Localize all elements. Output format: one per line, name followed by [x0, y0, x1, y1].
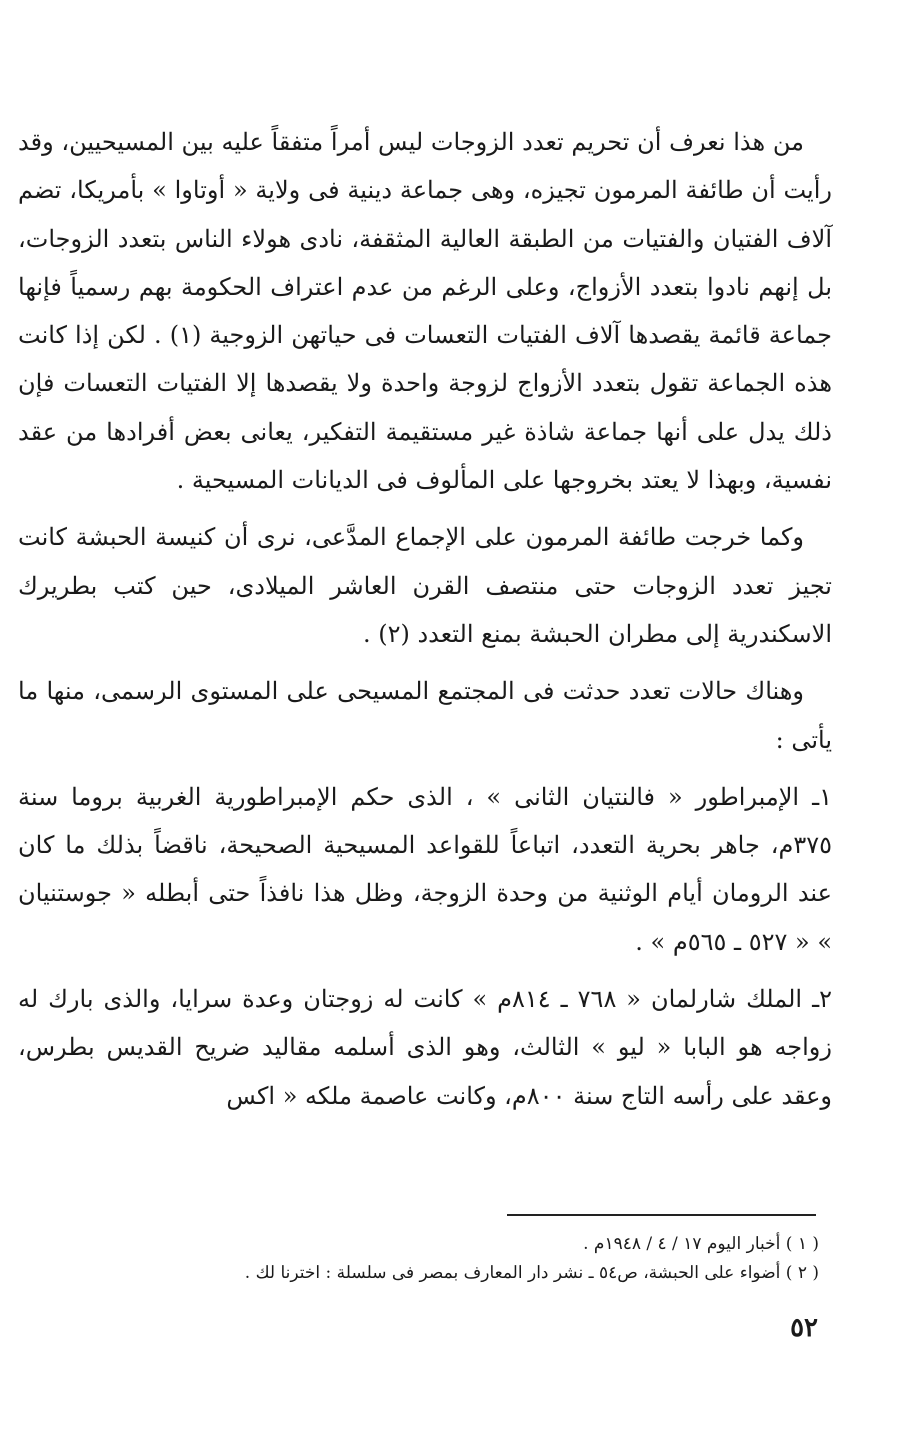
footnote-divider [507, 1214, 816, 1216]
list-item-1: ١ـ الإمبراطور « فالنتيان الثانى » ، الذى حكم الإمبراطورية الغربية بروما سنة ٣٧٥م، جاهر بحرية التعدد، اتباعاً للقواعد المسيحية الصحيحة، ناقضاً بذلك ما كان عند الرومان أيام الوثنية من وحدة الزوجة، وظل هذا نافذاً حتى أبطله « جوستنيان » « ٥٢٧ ـ ٥٦٥م » . [18, 782, 832, 956]
paragraph-3: وهناك حالات تعدد حدثت فى المجتمع المسيحى على المستوى الرسمى، منها ما يأتى : [18, 677, 832, 754]
footnotes [60, 1230, 819, 1288]
page-number: ٥٢ [790, 1313, 818, 1343]
body-text [18, 118, 832, 1120]
footnote-2: ( ٢ ) أضواء على الحبشة، ص٥٤ ـ نشر دار المعارف بمصر فى سلسلة : اخترنا لك . [244, 1263, 819, 1283]
paragraph-1: من هذا نعرف أن تحريم تعدد الزوجات ليس أمراً متفقاً عليه بين المسيحيين، وقد رأيت أن طائفة المرمون تجيزه، وهى جماعة دينية فى ولاية « أوتاوا » بأمريكا، تضم آلاف الفتيان والفتيات من الطبقة العالية المثقفة، نادى هولاء الناس بتعدد الزوجات، بل إنهم نادوا بتعدد الأزواج، وعلى الرغم من عدم اعتراف الحكومة بهم رسمياً فإنها جماعة قائمة يقصدها آلاف الفتيات التعسات فى حياتهن الزوجية (١) . لكن إذا كانت هذه الجماعة تقول بتعدد الأزواج لزوجة واحدة ولا يقصدها إلا الفتيات التعسات فإن ذلك يدل على أنها جماعة شاذة غير مستقيمة التفكير، يعانى بعض أفرادها من عقد نفسية، وبهذا لا يعتد بخروجها على المألوف فى الديانات المسيحية . [18, 128, 832, 495]
footnote-1: ( ١ ) أخبار اليوم ١٧ / ٤ / ١٩٤٨م . [583, 1234, 819, 1254]
paragraph-2: وكما خرجت طائفة المرمون على الإجماع المدَّعى، نرى أن كنيسة الحبشة كانت تجيز تعدد الزوجات حتى منتصف القرن العاشر الميلادى، حين كتب بطريرك الاسكندرية إلى مطران الحبشة بمنع التعدد (٢) . [18, 523, 832, 648]
list-item-2: ٢ـ الملك شارلمان « ٧٦٨ ـ ٨١٤م » كانت له زوجتان وعدة سرايا، والذى بارك له زواجه هو البابا « ليو » الثالث، وهو الذى أسلمه مقاليد ضريح القديس بطرس، وعقد على رأسه التاج سنة ٨٠٠م، وكانت عاصمة ملكه « اكس [18, 985, 832, 1110]
